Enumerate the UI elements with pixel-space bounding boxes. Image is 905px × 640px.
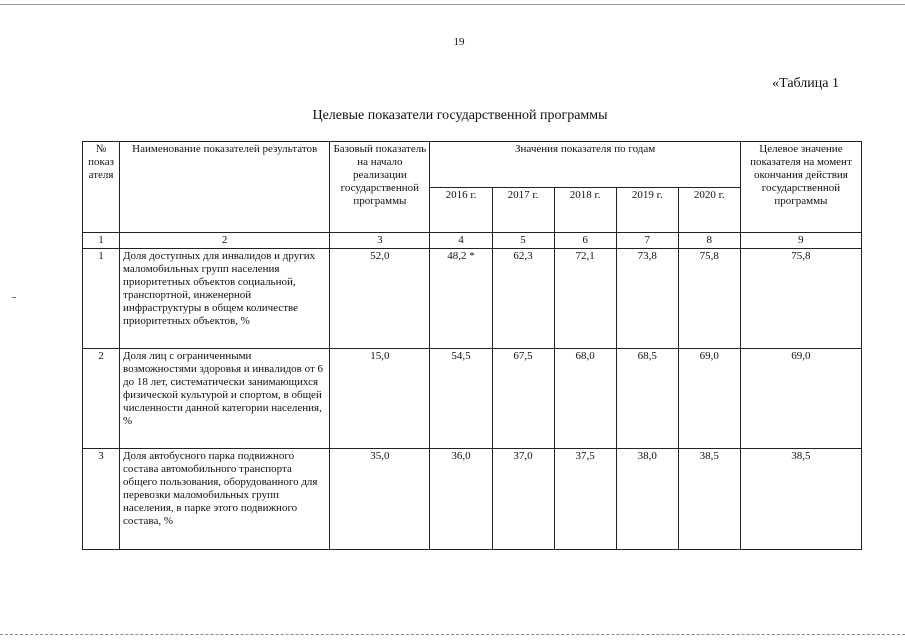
year-value: 68,0 [554,349,616,449]
row-number: 1 [83,249,120,349]
row-number: 2 [83,349,120,449]
base-value: 52,0 [330,249,430,349]
indicator-name: Доля лиц с ограниченными возможностями здоровья и инвалидов от 6 до 18 лет, систематически занимающихся физической культурой и спортом, в общей численности данной категории населения, % [120,349,330,449]
target-value: 38,5 [740,449,861,550]
column-number: 4 [430,233,492,249]
column-number: 7 [616,233,678,249]
year-value: 68,5 [616,349,678,449]
year-value: 72,1 [554,249,616,349]
year-value: 37,0 [492,449,554,550]
scan-speck [12,297,16,298]
year-value: 48,2 * [430,249,492,349]
indicator-name: Доля автобусного парка подвижного состава автомобильного транспорта общего пользования, оборудованного для перевозки маломобильных групп населения, в парке этого подвижного состава, % [120,449,330,550]
header-year: 2019 г. [616,187,678,233]
base-value: 15,0 [330,349,430,449]
year-value: 62,3 [492,249,554,349]
target-indicators-table [82,141,862,550]
header-year: 2020 г. [678,187,740,233]
year-value: 38,0 [616,449,678,550]
year-value: 75,8 [678,249,740,349]
year-value: 54,5 [430,349,492,449]
table-row [83,349,862,449]
header-year: 2018 г. [554,187,616,233]
scan-bottom-edge [0,634,905,635]
column-number: 2 [120,233,330,249]
scan-top-edge [0,4,905,5]
header-name: Наименование показателей результатов [120,142,330,233]
column-number: 1 [83,233,120,249]
column-number: 9 [740,233,861,249]
year-value: 73,8 [616,249,678,349]
column-number: 6 [554,233,616,249]
document-title: Целевые показатели государственной программы [312,108,608,123]
row-number: 3 [83,449,120,550]
header-target: Целевое значение показателя на момент окончания действия государственной программы [740,142,861,233]
table-caption: «Таблица 1 [772,76,839,91]
year-value: 38,5 [678,449,740,550]
year-value: 37,5 [554,449,616,550]
year-value: 69,0 [678,349,740,449]
year-value: 36,0 [430,449,492,550]
page-number: 19 [453,36,465,48]
header-years-group: Значения показателя по годам [430,142,740,188]
column-number: 5 [492,233,554,249]
table-row [83,249,862,349]
table-row [83,449,862,550]
column-number: 3 [330,233,430,249]
indicator-name: Доля доступных для инвалидов и других маломобильных групп населения приоритетных объектов социальной, транспортной, инженерной инфраструктуры в общем количестве приоритетных объектов, % [120,249,330,349]
column-number: 8 [678,233,740,249]
header-num: № показ ателя [83,142,120,233]
header-base: Базовый показатель на начало реализации государственной программы [330,142,430,233]
year-value: 67,5 [492,349,554,449]
target-value: 69,0 [740,349,861,449]
base-value: 35,0 [330,449,430,550]
header-year: 2016 г. [430,187,492,233]
column-number-row [83,233,862,249]
header-year: 2017 г. [492,187,554,233]
target-value: 75,8 [740,249,861,349]
header-row-1 [83,142,862,188]
